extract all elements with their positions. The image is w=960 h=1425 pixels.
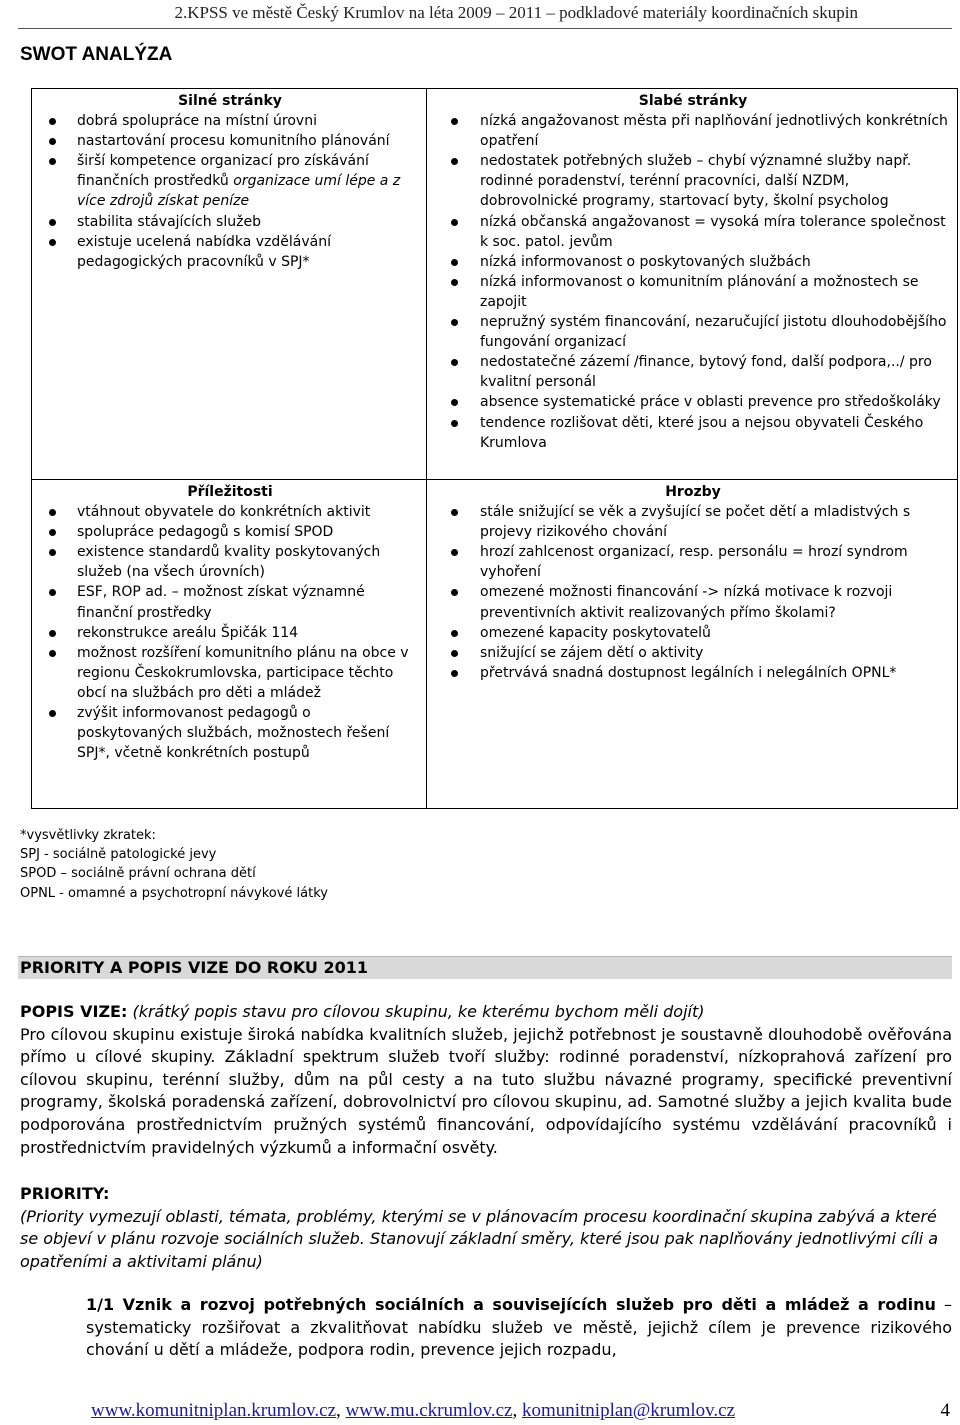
- list-item: vtáhnout obyvatele do konkrétních aktivit: [40, 502, 420, 522]
- list-item: širší kompetence organizací pro získávání finančních prostředků organizace umí lépe a z více zdrojů získat peníze: [40, 151, 420, 211]
- threats-heading: Hrozby: [665, 484, 721, 500]
- list-item: dobrá spolupráce na místní úrovni: [40, 111, 420, 131]
- footer-link-komunitniplan[interactable]: www.komunitniplan.krumlov.cz: [91, 1400, 337, 1421]
- list-item: nepružný systém financování, nezaručující jistotu dlouhodobějšího fungování organizací: [435, 312, 951, 352]
- list-item: nízká informovanost o poskytovaných službách: [435, 252, 951, 272]
- weaknesses-heading: Slabé stránky: [638, 93, 748, 109]
- strengths-cell: [32, 89, 427, 480]
- list-item: nízká angažovanost města při naplňování jednotlivých konkrétních opatření: [435, 111, 951, 151]
- swot-title: SWOT ANALÝZA: [20, 44, 173, 65]
- threats-cell: [427, 480, 958, 809]
- list-item: stále snižující se věk a zvyšující se počet dětí a mladistvých s projevy rizikového chování: [435, 502, 951, 542]
- list-item: omezené možnosti financování -> nízká motivace k rozvoji preventivních aktivit realizovaných přímo školami?: [435, 582, 951, 622]
- vision-text: Pro cílovou skupinu existuje široká nabídka kvalitních služeb, jejichž potřebnost je soustavně dlouhodobě ověřována přímo u cílové skupiny. Základní spektrum služeb tvoří služby: rodinné poradenství, nízkoprahová zařízení pro cílovou skupinu, terénní služby, dům na půl cesty a na tuto službu návazné programy, specifické preventivní programy, školská poradenská zařízení, dobrovolnictví pro cílovou skupinu, ad. Samotné služby a jejich kvalita bude podporována prostřednictvím pružných systémů financování, odpovídajícího systému vzdělávání pracovníků i prostřednictvím pravidelných výzkumů a informační osvěty.: [20, 1024, 952, 1157]
- list-item: snižující se zájem dětí o aktivity: [435, 643, 951, 663]
- list-item: nedostatek potřebných služeb – chybí významné služby např. rodinné poradenství, terénní pracovníci, další NZDM, dobrovolnické programy, startovací byty, školní psycholog: [435, 151, 951, 211]
- priority-item: [86, 1294, 952, 1362]
- strengths-heading: Silné stránky: [178, 93, 282, 109]
- priorities-block: [20, 1183, 952, 1273]
- weaknesses-cell: [427, 89, 958, 480]
- italic-note: organizace umí lépe a z více zdrojů získat peníze: [77, 173, 401, 210]
- list-item: zvýšit informovanost pedagogů o poskytovaných službách, možnostech řešení SPJ*, včetně konkrétních postupů: [40, 703, 420, 763]
- list-item: hrozí zahlcenost organizací, resp. personálu = hrozí syndrom vyhoření: [435, 542, 951, 582]
- vision-block: [20, 1001, 952, 1159]
- opportunities-cell: [32, 480, 427, 809]
- priorities-label: PRIORITY:: [20, 1184, 110, 1203]
- note-line: OPNL - omamné a psychotropní návykové látky: [20, 885, 328, 901]
- section-heading-band: [18, 956, 952, 979]
- strengths-list: [40, 111, 420, 272]
- threats-list: [435, 502, 951, 683]
- opportunities-heading: Příležitosti: [187, 484, 273, 500]
- notes-heading: *vysvětlivky zkratek:: [20, 828, 156, 843]
- document-header-title: 2.KPSS ve městě Český Krumlov na léta 2009 – 2011 – podkladové materiály koordinačních skupin: [174, 3, 858, 22]
- list-item: rekonstrukce areálu Špičák 114: [40, 623, 420, 643]
- list-item: absence systematické práce v oblasti prevence pro středoškoláky: [435, 392, 951, 412]
- list-item: omezené kapacity poskytovatelů: [435, 623, 951, 643]
- vision-label: POPIS VIZE:: [20, 1002, 128, 1021]
- footer-link-mu[interactable]: www.mu.ckrumlov.cz: [345, 1400, 513, 1421]
- list-item: nízká občanská angažovanost = vysoká míra tolerance společnost k soc. patol. jevům: [435, 212, 951, 252]
- priority-section-heading: PRIORITY A POPIS VIZE DO ROKU 2011: [20, 958, 369, 977]
- list-item: nastartování procesu komunitního plánování: [40, 131, 420, 151]
- footer-links: www.komunitniplan.krumlov.cz, www.mu.ckrumlov.cz, komunitniplan@krumlov.cz: [91, 1400, 736, 1421]
- list-item: stabilita stávajících služeb: [40, 212, 420, 232]
- weaknesses-list: [435, 111, 951, 453]
- header-divider: [18, 28, 952, 29]
- priority-item-text: – systematicky rozšiřovat a zkvalitňovat nabídku služeb ve městě, jejichž cílem je prevence rizikového chování u dětí a mládeže, podpora rodin, prevence jejich rozpadu,: [86, 1295, 952, 1360]
- note-line: SPJ - sociálně patologické jevy: [20, 847, 217, 863]
- opportunities-list: [40, 502, 420, 763]
- list-item: existuje ucelená nabídka vzdělávání pedagogických pracovníků v SPJ*: [40, 232, 420, 272]
- list-item: tendence rozlišovat děti, které jsou a nejsou obyvateli Českého Krumlova: [435, 413, 951, 453]
- swot-table: [31, 88, 958, 809]
- priority-item-title: 1/1 Vznik a rozvoj potřebných sociálních a souvisejících služeb pro děti a mládež a rodinu: [86, 1295, 936, 1314]
- vision-hint: (krátký popis stavu pro cílovou skupinu, ke kterému bychom měli dojít): [132, 1002, 705, 1021]
- list-item: nedostatečné zázemí /finance, bytový fond, další podpora,../ pro kvalitní personál: [435, 352, 951, 392]
- list-item: přetrvává snadná dostupnost legálních i nelegálních OPNL*: [435, 663, 951, 683]
- note-line: SPOD – sociálně právní ochrana dětí: [20, 866, 256, 882]
- abbreviations-notes: [20, 826, 328, 903]
- list-item: možnost rozšíření komunitního plánu na obce v regionu Českokrumlovska, participace těchto obcí na službách pro děti a mládež: [40, 643, 420, 703]
- list-item: existence standardů kvality poskytovaných služeb (na všech úrovních): [40, 542, 420, 582]
- list-item: ESF, ROP ad. – možnost získat významné finanční prostředky: [40, 582, 420, 622]
- page-number: 4: [940, 1400, 950, 1421]
- list-item: nízká informovanost o komunitním plánování a možnostech se zapojit: [435, 272, 951, 312]
- priorities-text: (Priority vymezují oblasti, témata, problémy, kterými se v plánovacím procesu koordinační skupina zabývá a které se objeví v plánu rozvoje sociálních služeb. Stanovují základní směry, které jsou pak naplňovány jednotlivými cíli a opatřeními a aktivitami plánu): [20, 1206, 939, 1271]
- list-item: spolupráce pedagogů s komisí SPOD: [40, 522, 420, 542]
- footer-link-email[interactable]: komunitniplan@krumlov.cz: [521, 1400, 736, 1421]
